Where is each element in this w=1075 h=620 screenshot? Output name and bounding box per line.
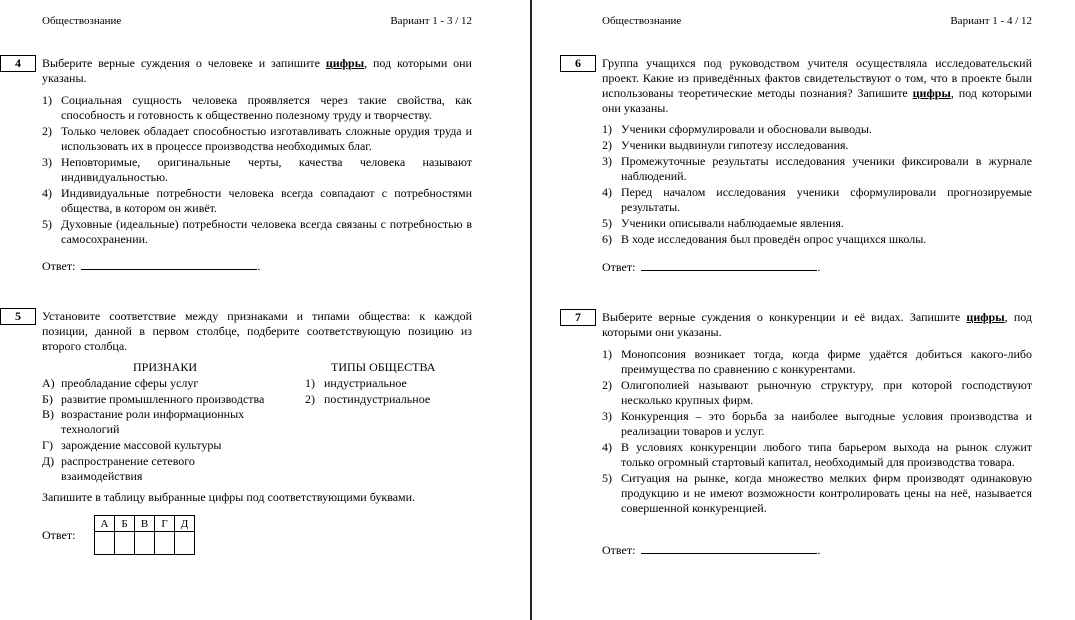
- column-header-features: ПРИЗНАКИ: [133, 360, 198, 374]
- answer-cell[interactable]: [135, 532, 155, 555]
- option-item: [602, 347, 1032, 377]
- item-number: 1): [305, 376, 315, 390]
- option-number: 1): [42, 93, 52, 107]
- option-text: В условиях конкуренции любого типа барьером выхода на рынок служит только огромный стартовый капитал, необходимый для производства товара.: [621, 440, 1032, 469]
- option-item: [602, 154, 1032, 184]
- option-item: [42, 155, 472, 185]
- item-letter: Г): [42, 438, 53, 452]
- stem-text: , под которыми они указаны.: [602, 310, 1033, 339]
- society-type-item: [305, 392, 475, 407]
- option-text: Только человек обладает способностью изготавливать сложные орудия труда и использовать их в процессе производства необходимых благ.: [61, 124, 472, 153]
- stem-text: Выберите верные суждения о конкуренции и её видах. Запишите: [602, 310, 967, 324]
- option-text: Ситуация на рынке, когда множество мелких фирм производят одинаковую продукцию и не имеют возможности контролировать цены на неё, называется совершенной конкуренцией.: [621, 471, 1032, 515]
- option-text: Перед началом исследования ученики сформулировали прогнозируемые результаты.: [621, 185, 1032, 214]
- question-6-options: [602, 122, 1032, 248]
- option-item: [42, 93, 472, 123]
- subject-header: Обществознание: [602, 15, 682, 27]
- option-text: Промежуточные результаты исследования ученики фиксировали в журнале наблюдений.: [621, 154, 1032, 183]
- option-number: 5): [42, 217, 52, 231]
- stem-text: , под которыми они указаны.: [602, 86, 1032, 115]
- item-text: распространение сетевого взаимодействия: [61, 454, 195, 483]
- option-number: 3): [602, 154, 612, 168]
- table-instruction: Запишите в таблицу выбранные цифры под соответствующими буквами.: [42, 490, 416, 504]
- option-item: [602, 440, 1032, 470]
- item-number: 2): [305, 392, 315, 406]
- option-item: [602, 138, 1032, 153]
- column-header-society-types: ТИПЫ ОБЩЕСТВА: [331, 360, 436, 374]
- item-text: индустриальное: [324, 376, 407, 390]
- option-item: [42, 217, 472, 247]
- option-number: 1): [602, 347, 612, 361]
- answer-label: Ответ:: [602, 260, 636, 274]
- question-7-stem: [602, 310, 1032, 340]
- item-text: постиндустриальное: [324, 392, 431, 406]
- option-text: Индивидуальные потребности человека всегда совпадают с потребностями общества, в котором он живёт.: [61, 186, 472, 215]
- option-item: [602, 409, 1032, 439]
- answer-cell[interactable]: [115, 532, 135, 555]
- answer-dot: .: [257, 259, 261, 273]
- question-number-5: 5: [0, 308, 36, 325]
- item-letter: В): [42, 407, 54, 421]
- stem-text: Группа учащихся под руководством учителя осуществляла исследовательский проект. Какие из приведённых фактов свидетельствуют о том, что в проекте были использованы теоретические методы познания? Запишите: [602, 56, 1032, 100]
- option-text: Социальная сущность человека проявляется через такие свойства, как способность и готовность к общественно полезному труду и творчеству.: [61, 93, 472, 122]
- table-letter: Б: [115, 516, 135, 532]
- feature-item: [42, 454, 222, 484]
- option-item: [42, 124, 472, 154]
- item-text: преобладание сферы услуг: [61, 376, 199, 390]
- option-number: 6): [602, 232, 612, 246]
- answer-line[interactable]: [641, 542, 817, 554]
- stem-emphasis: цифры: [966, 310, 1005, 324]
- option-number: 1): [602, 122, 612, 136]
- feature-item: [42, 407, 262, 437]
- table-letter: Г: [155, 516, 175, 532]
- stem-emphasis: цифры: [912, 86, 951, 100]
- option-text: Монопсония возникает тогда, когда фирме удаётся добиться какого-либо преимущества по сравнению с конкурентами.: [621, 347, 1032, 376]
- option-number: 4): [42, 186, 52, 200]
- society-type-item: [305, 376, 475, 391]
- option-item: [602, 378, 1032, 408]
- question-number-7: 7: [560, 309, 596, 326]
- answer-cell[interactable]: [155, 532, 175, 555]
- feature-item: [42, 438, 262, 453]
- answer-field-6[interactable]: [602, 259, 820, 275]
- question-4-stem: [42, 56, 472, 86]
- option-number: 5): [602, 216, 612, 230]
- answer-label: Ответ:: [42, 259, 76, 273]
- option-number: 2): [602, 378, 612, 392]
- question-6-stem: [602, 56, 1032, 116]
- item-letter: Б): [42, 392, 53, 406]
- answer-line[interactable]: [81, 258, 257, 270]
- feature-item: [42, 376, 262, 391]
- answer-dot: .: [817, 260, 821, 274]
- option-number: 4): [602, 440, 612, 454]
- answer-label: Ответ:: [602, 543, 636, 557]
- table-letter: В: [135, 516, 155, 532]
- stem-text: Выберите верные суждения о человеке и запишите: [42, 56, 326, 70]
- option-item: [42, 186, 472, 216]
- item-letter: Д): [42, 454, 55, 468]
- option-item: [602, 232, 1032, 247]
- item-letter: А): [42, 376, 55, 390]
- option-number: 5): [602, 471, 612, 485]
- option-number: 2): [42, 124, 52, 138]
- option-number: 4): [602, 185, 612, 199]
- option-number: 3): [602, 409, 612, 423]
- answer-line[interactable]: [641, 259, 817, 271]
- question-number-4: 4: [0, 55, 36, 72]
- stem-text: , под которыми они указаны.: [42, 56, 472, 85]
- option-number: 3): [42, 155, 52, 169]
- option-text: Ученики описывали наблюдаемые явления.: [621, 216, 844, 230]
- option-text: В ходе исследования был проведён опрос учащихся школы.: [621, 232, 927, 246]
- option-text: Ученики сформулировали и обосновали выводы.: [621, 122, 872, 136]
- subject-header: Обществознание: [42, 15, 122, 27]
- feature-item: [42, 392, 292, 407]
- variant-header: Вариант 1 - 4 / 12: [950, 15, 1032, 27]
- option-item: [602, 471, 1032, 516]
- question-7-options: [602, 347, 1032, 517]
- answer-table-5: [94, 515, 195, 555]
- answer-field-7[interactable]: [602, 542, 820, 558]
- option-text: Духовные (идеальные) потребности человека всегда связаны с потребностью в самосохранении.: [61, 217, 472, 246]
- stem-emphasis: цифры: [325, 56, 365, 70]
- answer-cell[interactable]: [95, 532, 115, 555]
- page-right: [560, 0, 1050, 620]
- option-item: [602, 185, 1032, 215]
- question-5-stem: Установите соответствие между признаками и типами общества: к каждой позиции, данной в первом столбце, подберите соответствующую позицию из второго столбца.: [42, 309, 472, 353]
- table-letter: Д: [175, 516, 195, 532]
- table-letter: А: [95, 516, 115, 532]
- variant-header: Вариант 1 - 3 / 12: [390, 15, 472, 27]
- answer-field-4[interactable]: [42, 258, 260, 274]
- option-text: Олигополией называют рыночную структуру, при которой господствуют несколько крупных фирм.: [621, 378, 1032, 407]
- option-text: Ученики выдвинули гипотезу исследования.: [621, 138, 849, 152]
- answer-label-5: Ответ:: [42, 528, 76, 542]
- option-number: 2): [602, 138, 612, 152]
- option-text: Неповторимые, оригинальные черты, качества человека называют индивидуальностью.: [61, 155, 472, 184]
- option-item: [602, 216, 1032, 231]
- page-divider: [530, 0, 532, 620]
- item-text: возрастание роли информационных технологий: [61, 407, 245, 436]
- option-text: Конкуренция – это борьба за наиболее выгодные условия производства и реализации товаров и услуг.: [621, 409, 1032, 438]
- question-number-6: 6: [560, 55, 596, 72]
- item-text: зарождение массовой культуры: [61, 438, 222, 452]
- answer-cell[interactable]: [175, 532, 195, 555]
- answer-dot: .: [817, 543, 821, 557]
- option-item: [602, 122, 1032, 137]
- question-4-options: [42, 93, 472, 248]
- page-left: [0, 0, 490, 620]
- item-text: развитие промышленного производства: [61, 392, 265, 406]
